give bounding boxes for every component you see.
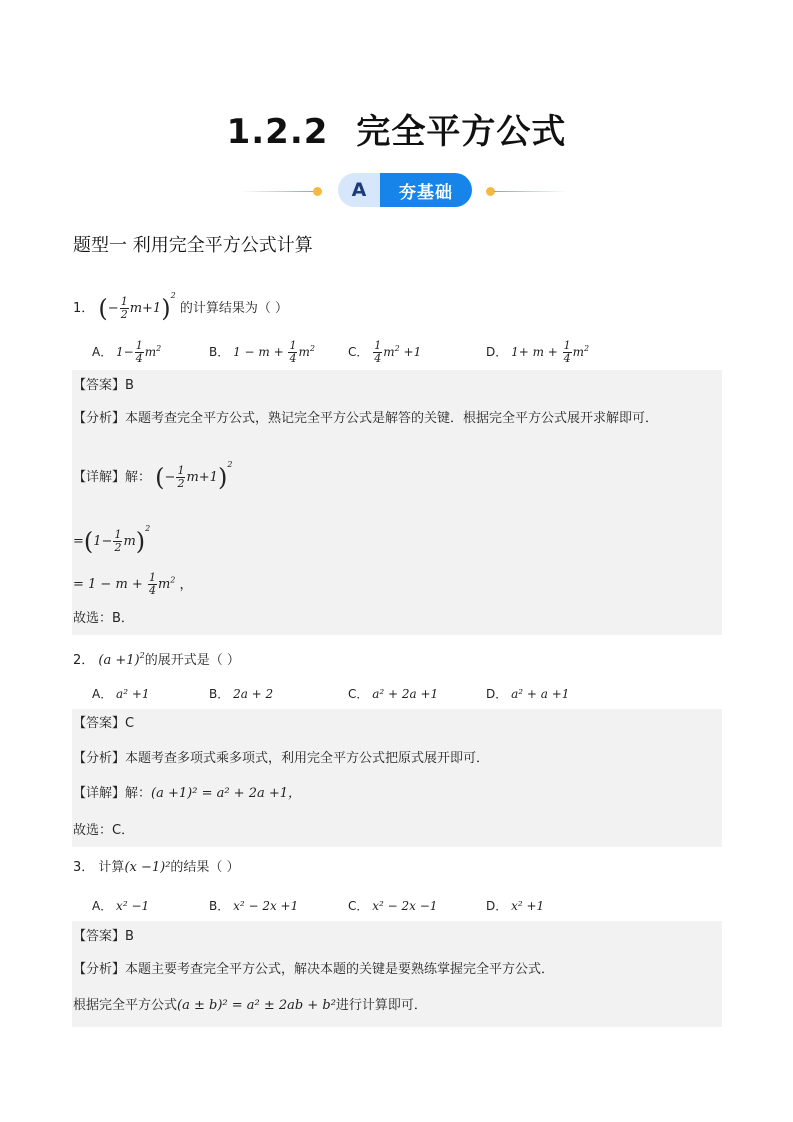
question-2-option-b: B． 2a + 2 — [209, 687, 274, 701]
question-1-answer: 【答案】B — [73, 378, 134, 393]
question-2-analysis: 【分析】本题考查多项式乘多项式，利用完全平方公式把原式展开即可． — [73, 751, 490, 766]
question-1-step-1: =(1− $\frac{1}{2}$ m)$^2$ — [73, 524, 151, 556]
question-1-expression: (− $\frac{1}{2}$ m+1)$^2$ — [98, 291, 176, 323]
question-3-option-a: A． x² −1 — [92, 899, 150, 913]
question-2-stem: 2． $(a +1)^2$的展开式是（ ） — [73, 651, 240, 668]
question-2-option-c: C． a² + 2a +1 — [348, 687, 439, 701]
question-2-detail: 【详解】解：(a +1)² = a² + 2a +1， — [73, 786, 302, 801]
question-3-answer: 【答案】B — [73, 929, 134, 944]
question-2-answer: 【答案】C — [73, 716, 135, 731]
question-1-stem — [73, 286, 288, 321]
question-1-option-d: D． 1+ m + $\frac{1}{4}$ $m^2$ — [486, 339, 590, 365]
title-text: 完全平方公式 — [356, 112, 567, 152]
question-2-solution-box — [72, 709, 722, 847]
section-title: 题型一 利用完全平方公式计算 — [73, 235, 313, 256]
question-2-option-a: A． a² +1 — [92, 687, 150, 701]
question-3-stem: 3． 计算(x −1)²的结果（ ） — [73, 860, 240, 875]
question-1-option-c: C． $\frac{1}{4}$ $m^2 +1$ — [348, 339, 422, 365]
question-1-detail: 【详解】解： (− $\frac{1}{2}$ m+1)$^2$ — [73, 460, 233, 492]
question-1-number: 1． — [73, 301, 95, 316]
question-1-choice: 故选：B． — [73, 611, 134, 626]
question-3-formula: 根据完全平方公式(a ± b)² = a² ± 2ab + b²进行计算即可． — [73, 998, 427, 1013]
question-1-option-a: A． 1− $\frac{1}{4}$ $m^2$ — [92, 339, 162, 365]
question-3-option-b: B． x² − 2x +1 — [209, 899, 299, 913]
level-banner — [338, 173, 472, 207]
banner-line-left — [240, 191, 316, 192]
level-label: 夯基础 — [380, 173, 472, 207]
question-3-analysis: 【分析】本题主要考查完全平方公式，解决本题的关键是要熟练掌握完全平方公式． — [73, 962, 555, 977]
question-1-analysis: 【分析】本题考查完全平方公式，熟记完全平方公式是解答的关键．根据完全平方公式展开求解即可． — [73, 411, 659, 426]
level-letter: A — [338, 173, 380, 207]
page-title — [0, 104, 793, 153]
title-number: 1.2.2 — [226, 112, 329, 152]
question-1-option-b: B． 1 − m + $\frac{1}{4}$ $m^2$ — [209, 339, 315, 365]
question-1-step-2: = 1 − m + $\frac{1}{4}$ $m^2$ ， — [73, 571, 193, 598]
question-3-option-c: C． x² − 2x −1 — [348, 899, 438, 913]
banner-line-right — [494, 191, 568, 192]
question-1-suffix: 的计算结果为（ ） — [179, 301, 288, 316]
question-2-choice: 故选：C． — [73, 823, 135, 838]
banner-dot-left — [313, 187, 322, 196]
question-2-option-d: D． a² + a +1 — [486, 687, 570, 701]
question-3-option-d: D． x² +1 — [486, 899, 545, 913]
